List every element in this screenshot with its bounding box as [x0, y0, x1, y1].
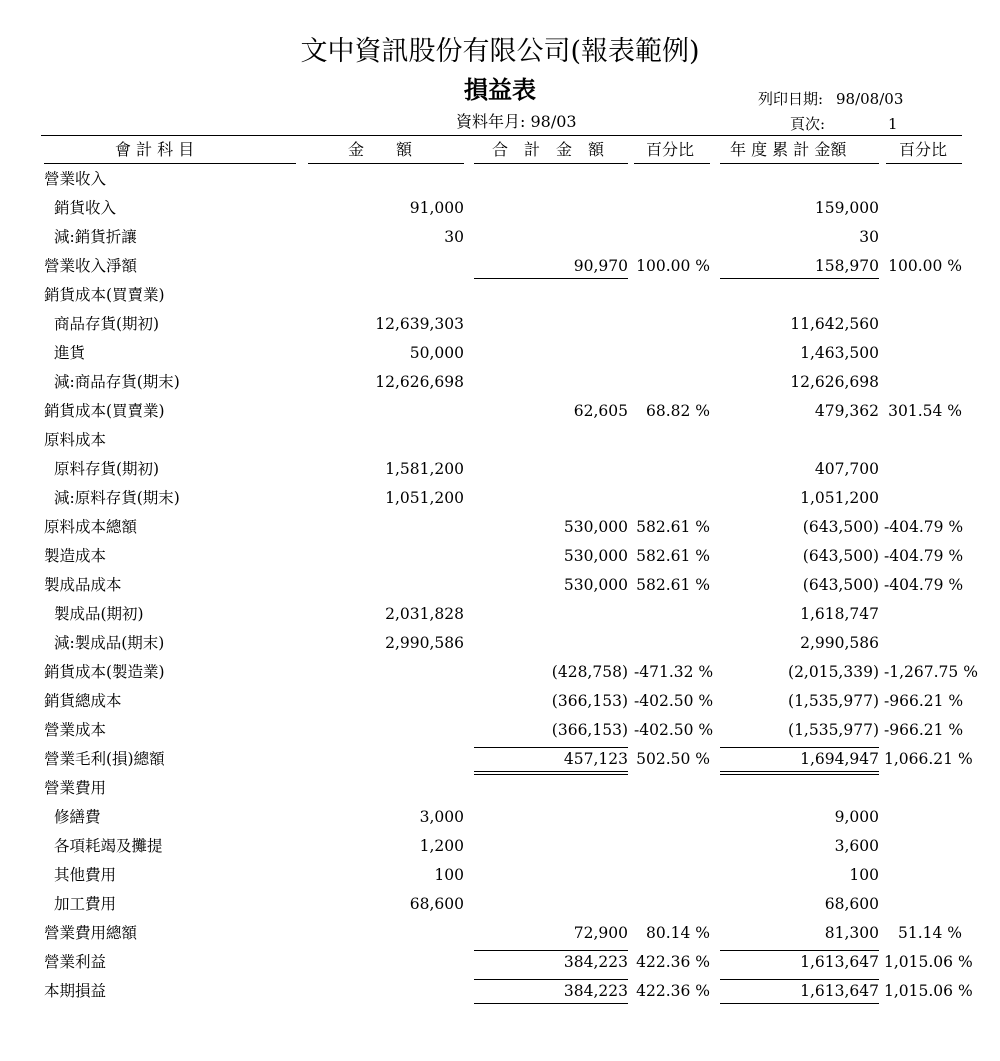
percent-cell [634, 774, 710, 803]
total-cell: 457,123 [563, 750, 628, 768]
ytd-percent-cell: -404.79 % [884, 547, 964, 565]
percent-cell [634, 310, 710, 339]
amount-cell [300, 977, 464, 1006]
ytd-rule-above [720, 979, 879, 980]
ytd-amount-cell: 159,000 [814, 199, 879, 217]
account-label: 營業收入 [44, 170, 107, 188]
ytd-rule-below [720, 1003, 879, 1004]
ytd-percent-cell [884, 890, 962, 919]
amount-cell: 68,600 [409, 895, 464, 913]
table-row [0, 977, 1000, 1006]
account-label: 減:銷貨折讓 [54, 228, 137, 246]
amount-cell: 2,990,586 [385, 634, 464, 652]
ytd-amount-cell: 1,463,500 [800, 344, 879, 362]
table-row [0, 252, 1000, 281]
ytd-percent-cell: 1,015.06 % [884, 982, 973, 1000]
percent-cell [634, 223, 710, 252]
total-rule-below [474, 278, 628, 279]
account-label: 銷貨成本(買賣業) [44, 286, 165, 304]
account-label: 其他費用 [54, 866, 117, 884]
ytd-rule-above [720, 747, 879, 748]
total-cell [474, 484, 628, 513]
table-row [0, 687, 1000, 716]
total-cell [474, 368, 628, 397]
total-cell [474, 455, 628, 484]
amount-cell: 30 [444, 228, 464, 246]
ytd-amount-cell: (1,535,977) [788, 692, 879, 710]
ytd-percent-cell: -966.21 % [884, 721, 964, 739]
header-underline-ytd-percent [886, 163, 962, 164]
total-cell [474, 600, 628, 629]
ytd-percent-cell [884, 310, 962, 339]
ytd-percent-cell [884, 368, 962, 397]
account-label: 營業費用 [44, 779, 107, 797]
total-rule-above [474, 979, 628, 980]
percent-cell [634, 281, 710, 310]
ytd-amount-cell: 3,600 [834, 837, 879, 855]
ytd-amount-cell: 1,613,647 [800, 953, 879, 971]
ytd-amount-cell: 81,300 [824, 924, 879, 942]
ytd-rule-below [720, 278, 879, 279]
percent-cell [634, 194, 710, 223]
total-rule-below [474, 771, 628, 772]
ytd-percent-cell [884, 165, 962, 194]
ytd-percent-cell: 51.14 % [897, 924, 962, 942]
ytd-percent-cell [884, 803, 962, 832]
ytd-percent-cell: 100.00 % [888, 257, 962, 275]
table-row [0, 861, 1000, 890]
account-label: 銷貨收入 [54, 199, 117, 217]
ytd-rule-below [720, 771, 879, 772]
amount-cell [300, 513, 464, 542]
amount-cell [300, 281, 464, 310]
table-row [0, 832, 1000, 861]
ytd-percent-cell: -404.79 % [884, 576, 964, 594]
table-row [0, 513, 1000, 542]
ytd-percent-cell [884, 223, 962, 252]
account-label: 原料成本 [44, 431, 107, 449]
amount-cell [300, 745, 464, 774]
print-date: 98/08/03 [836, 90, 904, 108]
table-row [0, 281, 1000, 310]
header-underline-ytd-amount [720, 163, 879, 164]
amount-cell: 1,200 [419, 837, 464, 855]
percent-cell: 422.36 % [636, 953, 710, 971]
total-cell [474, 426, 628, 455]
total-cell [474, 890, 628, 919]
percent-cell: 68.82 % [645, 402, 710, 420]
total-cell [474, 629, 628, 658]
ytd-amount-cell: (1,535,977) [788, 721, 879, 739]
ytd-amount-cell [720, 774, 879, 803]
total-cell: 530,000 [563, 547, 628, 565]
percent-cell [634, 455, 710, 484]
amount-cell: 3,000 [419, 808, 464, 826]
page-number: 1 [888, 115, 898, 133]
ytd-percent-cell: -1,267.75 % [884, 663, 978, 681]
ytd-percent-cell [884, 484, 962, 513]
ytd-amount-cell [720, 281, 879, 310]
total-cell [474, 310, 628, 339]
total-rule-above [474, 747, 628, 748]
total-cell: 384,223 [563, 982, 628, 1000]
total-cell [474, 861, 628, 890]
account-label: 本期損益 [44, 982, 107, 1000]
amount-cell [300, 542, 464, 571]
ytd-amount-cell: (2,015,339) [788, 663, 879, 681]
table-row [0, 919, 1000, 948]
amount-cell [300, 774, 464, 803]
total-cell [474, 194, 628, 223]
print-date-label: 列印日期: [758, 90, 824, 108]
percent-cell: 502.50 % [636, 750, 710, 768]
ytd-amount-cell: 30 [859, 228, 879, 246]
percent-cell [634, 368, 710, 397]
account-label: 製成品成本 [44, 576, 122, 594]
table-row [0, 774, 1000, 803]
percent-cell [634, 339, 710, 368]
total-cell [474, 339, 628, 368]
header-underline-total [474, 163, 628, 164]
account-label: 原料成本總額 [44, 518, 138, 536]
ytd-amount-cell: 11,642,560 [790, 315, 879, 333]
header-underline-account [44, 163, 296, 164]
account-label: 營業毛利(損)總額 [44, 750, 165, 768]
amount-cell: 91,000 [409, 199, 464, 217]
table-row [0, 948, 1000, 977]
ytd-amount-cell: (643,500) [802, 576, 879, 594]
col-header-total: 合 計 金 額 [492, 140, 605, 159]
ytd-rule-below-double [720, 774, 879, 775]
percent-cell: 582.61 % [636, 547, 710, 565]
total-rule-below [474, 1003, 628, 1004]
percent-cell [634, 600, 710, 629]
percent-cell [634, 165, 710, 194]
table-row [0, 571, 1000, 600]
account-label: 銷貨總成本 [44, 692, 122, 710]
ytd-percent-cell [884, 455, 962, 484]
total-cell [474, 223, 628, 252]
amount-cell [300, 252, 464, 281]
ytd-percent-cell [884, 774, 962, 803]
account-label: 營業收入淨額 [44, 257, 138, 275]
report-title: 損益表 [464, 75, 536, 104]
percent-cell [634, 629, 710, 658]
ytd-amount-cell: 100 [849, 866, 879, 884]
ytd-percent-cell [884, 426, 962, 455]
total-cell: 62,605 [573, 402, 628, 420]
percent-cell [634, 426, 710, 455]
amount-cell: 12,639,303 [375, 315, 464, 333]
amount-cell: 2,031,828 [385, 605, 464, 623]
total-rule-above [474, 950, 628, 951]
total-cell [474, 774, 628, 803]
ytd-amount-cell: 407,700 [814, 460, 879, 478]
amount-cell: 12,626,698 [375, 373, 464, 391]
amount-cell: 1,051,200 [385, 489, 464, 507]
amount-cell [300, 948, 464, 977]
ytd-amount-cell: 1,618,747 [800, 605, 879, 623]
percent-cell [634, 832, 710, 861]
header-underline-percent [634, 163, 710, 164]
table-row [0, 484, 1000, 513]
table-row [0, 165, 1000, 194]
total-cell: 72,900 [573, 924, 628, 942]
ytd-percent-cell [884, 281, 962, 310]
total-cell: (366,153) [551, 721, 628, 739]
ytd-amount-cell: 1,051,200 [800, 489, 879, 507]
amount-cell [300, 571, 464, 600]
ytd-percent-cell: 301.54 % [888, 402, 962, 420]
amount-cell: 100 [434, 866, 464, 884]
ytd-percent-cell [884, 339, 962, 368]
percent-cell [634, 890, 710, 919]
col-header-account: 會 計 科 目 [115, 140, 195, 159]
header-top-rule [41, 135, 962, 136]
table-row [0, 803, 1000, 832]
ytd-amount-cell: 12,626,698 [790, 373, 879, 391]
amount-cell [300, 426, 464, 455]
percent-cell [634, 484, 710, 513]
ytd-percent-cell [884, 629, 962, 658]
ytd-percent-cell: -966.21 % [884, 692, 964, 710]
total-cell [474, 803, 628, 832]
account-label: 各項耗竭及攤提 [54, 837, 163, 855]
percent-cell: -471.32 % [634, 663, 714, 681]
ytd-amount-cell: 1,694,947 [800, 750, 879, 768]
ytd-amount-cell: 479,362 [814, 402, 879, 420]
amount-cell [300, 919, 464, 948]
amount-cell [300, 397, 464, 426]
period-label: 資料年月: 98/03 [456, 112, 577, 131]
table-row [0, 223, 1000, 252]
total-cell: (366,153) [551, 692, 628, 710]
account-label: 營業費用總額 [44, 924, 138, 942]
total-rule-below-double [474, 774, 628, 775]
table-row [0, 658, 1000, 687]
ytd-amount-cell: 1,613,647 [800, 982, 879, 1000]
percent-cell: -402.50 % [634, 721, 714, 739]
table-row [0, 600, 1000, 629]
account-label: 原料存貨(期初) [54, 460, 160, 478]
total-cell: 90,970 [573, 257, 628, 275]
percent-cell: 582.61 % [636, 576, 710, 594]
table-row [0, 194, 1000, 223]
table-row [0, 368, 1000, 397]
account-label: 製造成本 [44, 547, 107, 565]
total-cell: (428,758) [551, 663, 628, 681]
ytd-percent-cell: 1,066.21 % [884, 750, 973, 768]
total-cell [474, 832, 628, 861]
ytd-percent-cell: -404.79 % [884, 518, 964, 536]
table-row [0, 890, 1000, 919]
total-cell [474, 165, 628, 194]
table-row [0, 629, 1000, 658]
page-label: 頁次: [790, 115, 826, 133]
ytd-amount-cell: 68,600 [824, 895, 879, 913]
table-row [0, 716, 1000, 745]
total-cell: 530,000 [563, 518, 628, 536]
table-row [0, 397, 1000, 426]
ytd-amount-cell: (643,500) [802, 547, 879, 565]
account-label: 進貨 [54, 344, 86, 362]
amount-cell: 1,581,200 [385, 460, 464, 478]
ytd-amount-cell: 9,000 [834, 808, 879, 826]
account-label: 營業利益 [44, 953, 107, 971]
account-label: 製成品(期初) [54, 605, 144, 623]
amount-cell [300, 165, 464, 194]
account-label: 銷貨成本(製造業) [44, 663, 165, 681]
table-row [0, 745, 1000, 774]
amount-cell [300, 658, 464, 687]
ytd-percent-cell: 1,015.06 % [884, 953, 973, 971]
account-label: 商品存貨(期初) [54, 315, 160, 333]
ytd-amount-cell [720, 426, 879, 455]
account-label: 減:商品存貨(期末) [54, 373, 180, 391]
ytd-percent-cell [884, 600, 962, 629]
col-header-amount: 金 額 [348, 140, 413, 159]
ytd-amount-cell [720, 165, 879, 194]
percent-cell: 422.36 % [636, 982, 710, 1000]
ytd-percent-cell [884, 832, 962, 861]
percent-cell [634, 861, 710, 890]
table-row [0, 310, 1000, 339]
account-label: 加工費用 [54, 895, 117, 913]
col-header-ytd-percent: 百分比 [899, 140, 948, 159]
col-header-percent: 百分比 [646, 140, 695, 159]
table-row [0, 339, 1000, 368]
percent-cell: 80.14 % [645, 924, 710, 942]
table-row [0, 455, 1000, 484]
total-cell [474, 281, 628, 310]
account-label: 減:製成品(期末) [54, 634, 165, 652]
col-header-ytd-amount: 年 度 累 計 金額 [730, 140, 847, 159]
ytd-rule-above [720, 950, 879, 951]
ytd-percent-cell [884, 194, 962, 223]
amount-cell [300, 716, 464, 745]
percent-cell: 582.61 % [636, 518, 710, 536]
ytd-amount-cell: 2,990,586 [800, 634, 879, 652]
account-label: 營業成本 [44, 721, 107, 739]
percent-cell [634, 803, 710, 832]
company-title: 文中資訊股份有限公司(報表範例) [300, 36, 700, 67]
percent-cell: -402.50 % [634, 692, 714, 710]
total-cell: 384,223 [563, 953, 628, 971]
ytd-percent-cell [884, 861, 962, 890]
account-label: 銷貨成本(買賣業) [44, 402, 165, 420]
amount-cell [300, 687, 464, 716]
total-cell: 530,000 [563, 576, 628, 594]
amount-cell: 50,000 [409, 344, 464, 362]
table-row [0, 426, 1000, 455]
ytd-amount-cell: 158,970 [814, 257, 879, 275]
account-label: 減:原料存貨(期末) [54, 489, 180, 507]
ytd-amount-cell: (643,500) [802, 518, 879, 536]
header-underline-amount [308, 163, 464, 164]
account-label: 修繕費 [54, 808, 101, 826]
table-row [0, 542, 1000, 571]
percent-cell: 100.00 % [636, 257, 710, 275]
